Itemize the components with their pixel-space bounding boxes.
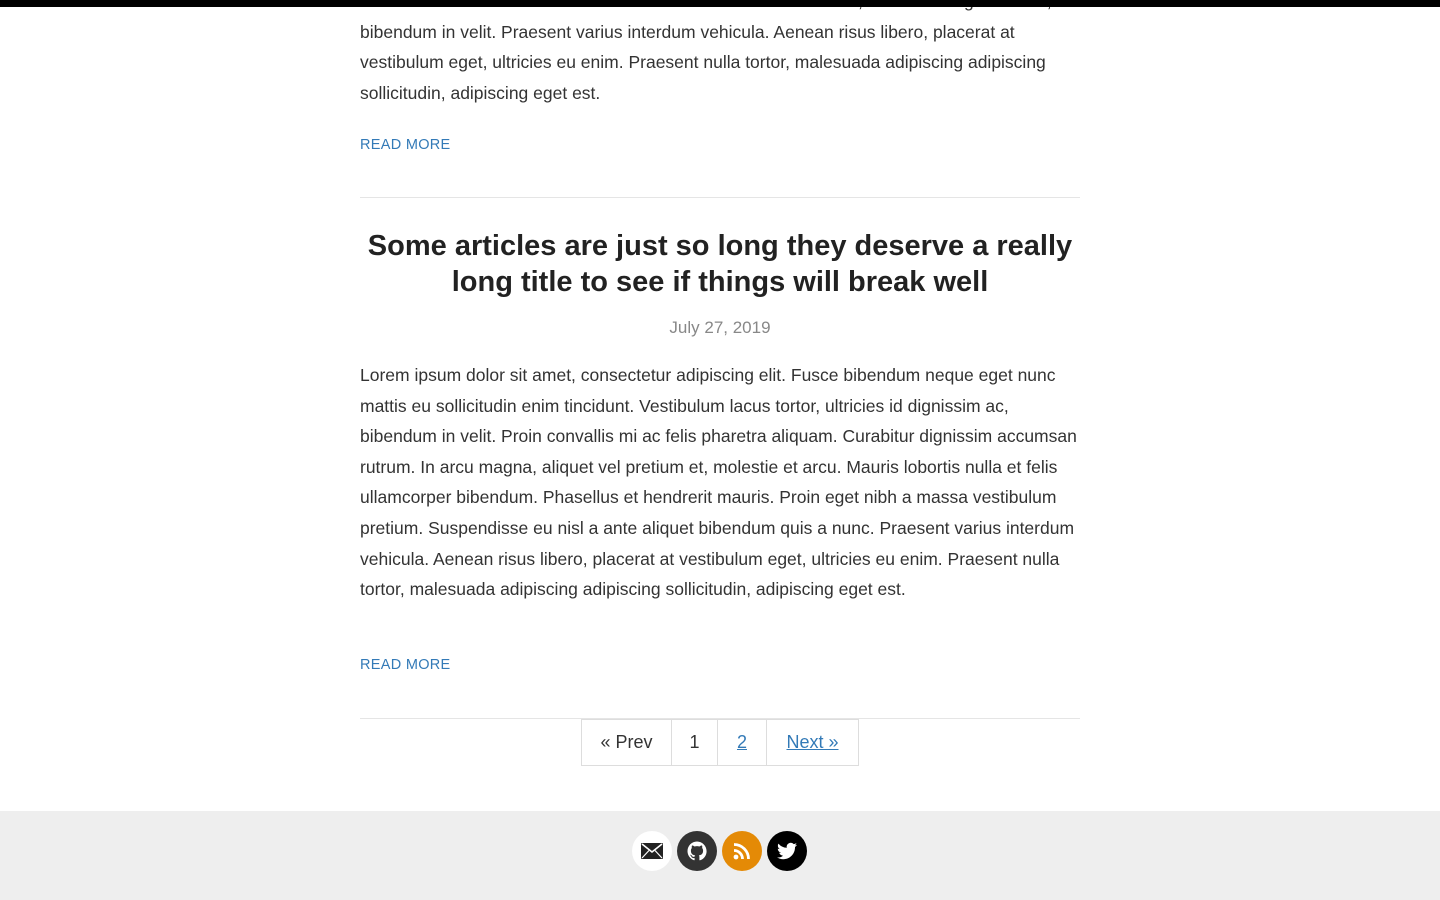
pagination-page-1: 1 xyxy=(671,719,718,766)
post-divider xyxy=(360,197,1080,198)
post-date: July 27, 2019 xyxy=(669,318,771,337)
footer xyxy=(0,811,1440,900)
social-links xyxy=(632,831,807,871)
rss-icon[interactable] xyxy=(722,831,762,871)
previous-post-read-more-link[interactable]: READ MORE xyxy=(360,137,451,153)
top-bar xyxy=(0,0,1440,7)
post-read-more-link[interactable]: READ MORE xyxy=(360,657,451,673)
pagination-next[interactable]: Next » xyxy=(766,719,859,766)
pagination-page-2[interactable]: 2 xyxy=(717,719,767,766)
mail-icon[interactable] xyxy=(632,831,672,871)
previous-post-excerpt: bibendum in velit. Praesent varius interdum vehicula. Aenean risus libero, placerat at vestibulum eget, ultricies eu enim. Praesent nulla tortor, malesuada adipiscing adipiscing sollicitudin, adipiscing eget est. xyxy=(360,21,1046,103)
post-title[interactable]: Some articles are just so long they deserve a really long title to see if things will break well xyxy=(367,230,1073,298)
github-icon[interactable] xyxy=(677,831,717,871)
post-excerpt: Lorem ipsum dolor sit amet, consectetur adipiscing elit. Fusce bibendum neque eget nunc mattis eu sollicitudin enim tincidunt. Vestibulum lacus tortor, ultricies id dignissim ac, bibendum in velit. Proin convallis mi ac felis pharetra aliquam. Curabitur dignissim accumsan rutrum. In arcu magna, aliquet vel pretium et, molestie et arcu. Mauris lobortis nulla et felis ullamcorper bibendum. Phasellus et hendrerit mauris. Proin eget nibh a massa vestibulum pretium. Suspendisse eu nisl a ante aliquet bibendum quis a nunc. Praesent varius interdum vehicula. Aenean risus libero, placerat at vestibulum eget, ultricies eu enim. Praesent nulla tortor, malesuada adipiscing adipiscing sollicitudin, adipiscing eget est. xyxy=(360,365,1077,600)
pagination-prev: « Prev xyxy=(581,719,672,766)
twitter-icon[interactable] xyxy=(767,831,807,871)
pagination xyxy=(581,719,859,766)
